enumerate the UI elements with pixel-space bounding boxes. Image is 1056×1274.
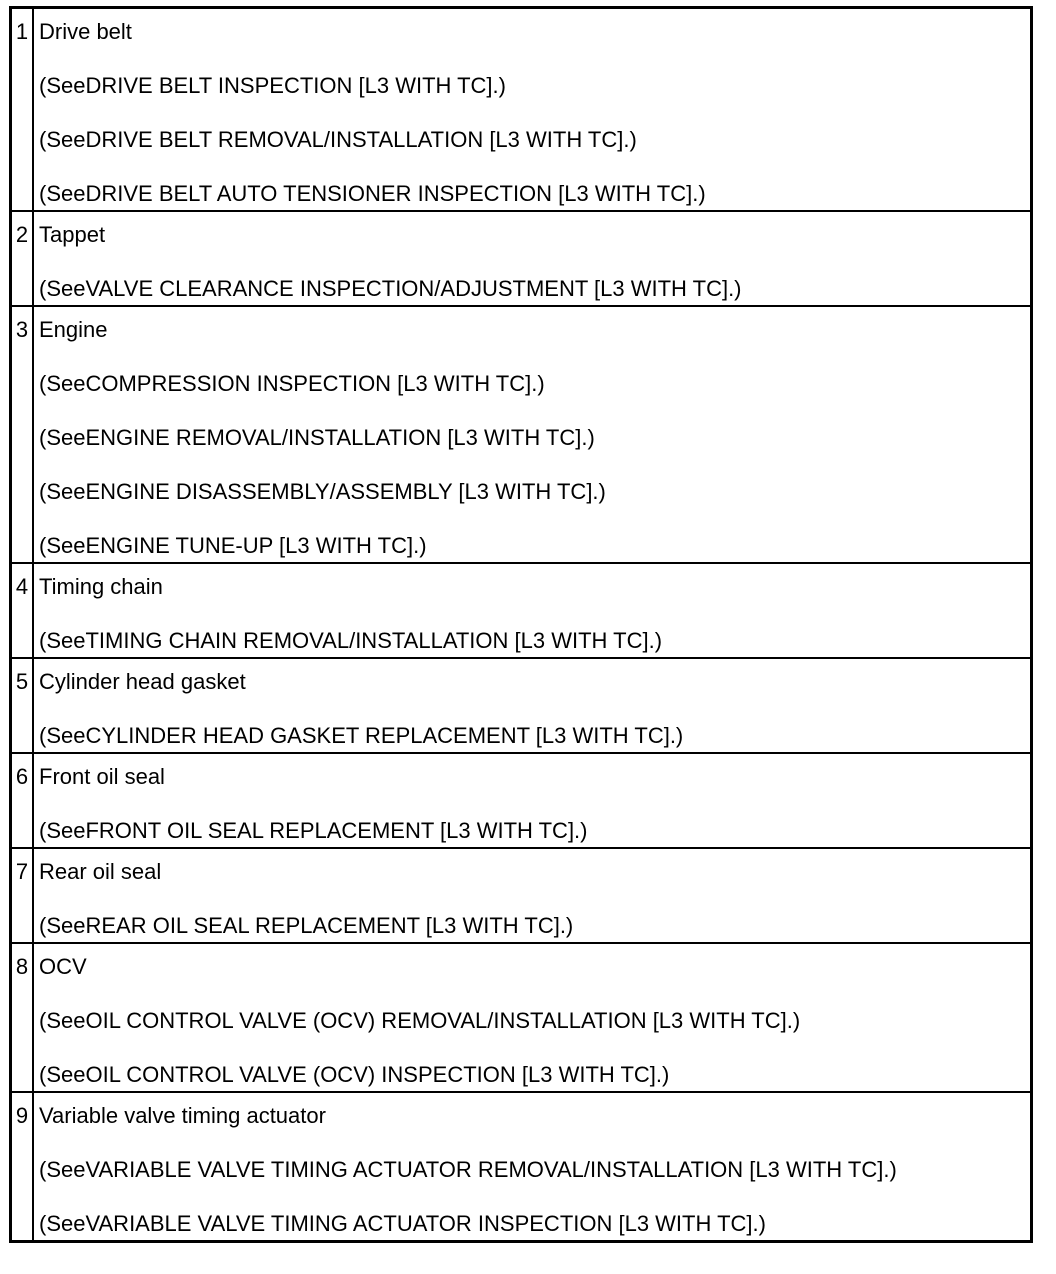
reference-link[interactable]: (SeeDRIVE BELT AUTO TENSIONER INSPECTION [L3 WITH TC].) xyxy=(39,181,706,206)
item-number: 8 xyxy=(11,943,34,1092)
item-title: Tappet xyxy=(39,222,106,247)
table-row xyxy=(11,1092,1032,1242)
item-content xyxy=(33,848,1032,943)
reference-link[interactable]: (SeeENGINE DISASSEMBLY/ASSEMBLY [L3 WITH TC].) xyxy=(39,479,606,504)
item-content xyxy=(33,211,1032,306)
reference-link[interactable]: (SeeREAR OIL SEAL REPLACEMENT [L3 WITH TC].) xyxy=(39,913,574,938)
component-reference-table xyxy=(9,6,1033,1243)
item-content xyxy=(33,658,1032,753)
item-number: 2 xyxy=(11,211,34,306)
item-number: 5 xyxy=(11,658,34,753)
item-title: Drive belt xyxy=(39,19,132,44)
reference-link[interactable]: (SeeTIMING CHAIN REMOVAL/INSTALLATION [L3 WITH TC].) xyxy=(39,628,663,653)
reference-link[interactable]: (SeeOIL CONTROL VALVE (OCV) REMOVAL/INSTALLATION [L3 WITH TC].) xyxy=(39,1008,801,1033)
item-content xyxy=(33,753,1032,848)
reference-link[interactable]: (SeeDRIVE BELT REMOVAL/INSTALLATION [L3 WITH TC].) xyxy=(39,127,637,152)
item-number: 3 xyxy=(11,306,34,563)
reference-link[interactable]: (SeeVALVE CLEARANCE INSPECTION/ADJUSTMENT [L3 WITH TC].) xyxy=(39,276,742,301)
item-title: Front oil seal xyxy=(39,764,165,789)
table-row xyxy=(11,211,1032,306)
item-title: Variable valve timing actuator xyxy=(39,1103,326,1128)
reference-link[interactable]: (SeeENGINE REMOVAL/INSTALLATION [L3 WITH TC].) xyxy=(39,425,595,450)
item-number: 6 xyxy=(11,753,34,848)
table-row xyxy=(11,658,1032,753)
table-row xyxy=(11,8,1032,212)
table-body xyxy=(11,8,1032,1242)
item-content xyxy=(33,563,1032,658)
table-row xyxy=(11,306,1032,563)
item-content xyxy=(33,306,1032,563)
item-number: 4 xyxy=(11,563,34,658)
reference-link[interactable]: (SeeVARIABLE VALVE TIMING ACTUATOR INSPECTION [L3 WITH TC].) xyxy=(39,1211,766,1236)
item-content xyxy=(33,943,1032,1092)
item-content xyxy=(33,8,1032,212)
item-title: Rear oil seal xyxy=(39,859,162,884)
reference-link[interactable]: (SeeCOMPRESSION INSPECTION [L3 WITH TC].) xyxy=(39,371,545,396)
reference-link[interactable]: (SeeCYLINDER HEAD GASKET REPLACEMENT [L3 WITH TC].) xyxy=(39,723,684,748)
table-row xyxy=(11,848,1032,943)
item-number: 7 xyxy=(11,848,34,943)
reference-link[interactable]: (SeeDRIVE BELT INSPECTION [L3 WITH TC].) xyxy=(39,73,506,98)
item-title: OCV xyxy=(39,954,87,979)
reference-link[interactable]: (SeeFRONT OIL SEAL REPLACEMENT [L3 WITH TC].) xyxy=(39,818,588,843)
item-number: 9 xyxy=(11,1092,34,1242)
table-row xyxy=(11,753,1032,848)
table-row xyxy=(11,943,1032,1092)
item-title: Cylinder head gasket xyxy=(39,669,246,694)
table-row xyxy=(11,563,1032,658)
reference-link[interactable]: (SeeOIL CONTROL VALVE (OCV) INSPECTION [L3 WITH TC].) xyxy=(39,1062,670,1087)
item-title: Timing chain xyxy=(39,574,163,599)
reference-link[interactable]: (SeeENGINE TUNE-UP [L3 WITH TC].) xyxy=(39,533,427,558)
item-content xyxy=(33,1092,1032,1242)
item-number: 1 xyxy=(11,8,34,212)
reference-link[interactable]: (SeeVARIABLE VALVE TIMING ACTUATOR REMOVAL/INSTALLATION [L3 WITH TC].) xyxy=(39,1157,897,1182)
item-title: Engine xyxy=(39,317,108,342)
